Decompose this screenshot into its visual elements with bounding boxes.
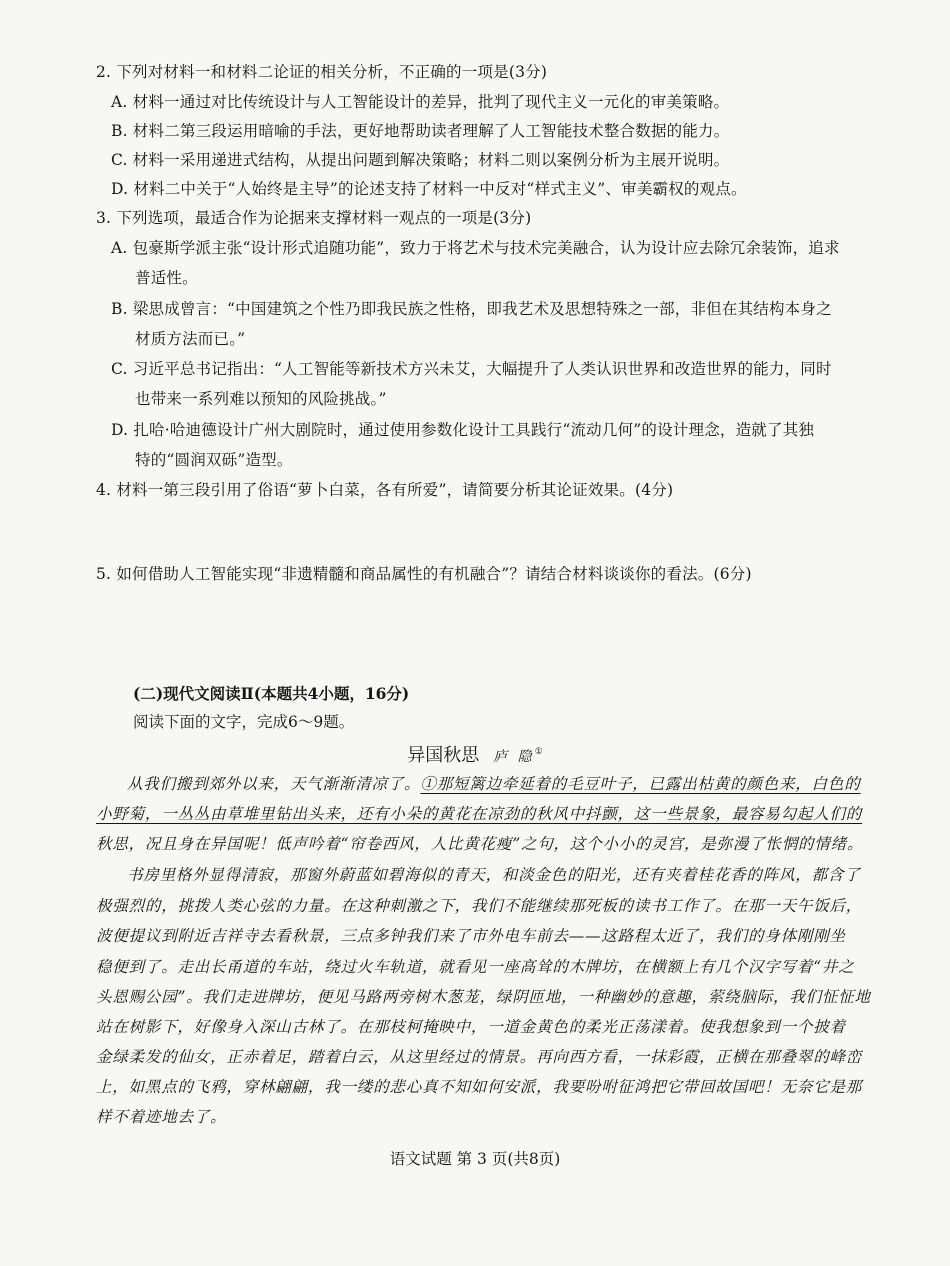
passage-line: 样不着迹地去了。 — [96, 1108, 227, 1126]
question-2-stem: 2. 下列对材料一和材料二论证的相关分析，不正确的一项是(3分) — [96, 63, 548, 81]
question-3-option-d-cont: 特的“圆润双砾”造型。 — [135, 451, 293, 469]
section-instruction: 阅读下面的文字，完成6～9题。 — [133, 713, 355, 731]
question-3-option-a-cont: 普适性。 — [135, 269, 198, 287]
passage-line — [96, 802, 862, 824]
question-4: 4. 材料一第三段引用了俗语“萝卜白菜，各有所爱”，请简要分析其论证效果。(4分) — [96, 481, 674, 499]
page-footer: 语文试题 第 3 页(共8页) — [389, 1150, 561, 1168]
question-3-option-b: B. 梁思成曾言：“中国建筑之个性乃即我民族之性格，即我艺术及思想特殊之一部，非但在其结构本身之 — [111, 300, 832, 318]
passage-line: 从我们搬到郊外以来，天气渐渐清凉了。①那短篱边牵延着的毛豆叶子，已露出枯黄的颜色来，白色的 — [127, 775, 861, 793]
passage-line: 稳便到了。走出长甬道的车站，绕过火车轨道，就看见一座高耸的木牌坊，在横额上有几个汉字写着“井之 — [96, 958, 855, 976]
question-3-option-c: C. 习近平总书记指出：“人工智能等新技术方兴未艾，大幅提升了人类认识世界和改造世界的能力，同时 — [111, 360, 832, 378]
passage-line: 极强烈的，挑拨人类心弦的力量。在这种刺激之下，我们不能继续那死板的读书工作了。在那一天午饭后， — [96, 897, 863, 915]
question-2-option-c: C. 材料一采用递进式结构，从提出问题到解决策略；材料二则以案例分析为主展开说明。 — [111, 151, 730, 169]
question-3-option-d: D. 扎哈·哈迪德设计广州大剧院时，通过使用参数化设计工具践行“流动几何”的设计理念，造就了其独 — [111, 421, 815, 439]
passage-title — [0, 741, 950, 767]
passage-line: 头恩赐公园”。我们走进牌坊，便见马路两旁树木葱茏，绿阴匝地，一种幽妙的意趣，萦绕脑际，我们怔怔地 — [96, 988, 871, 1006]
passage-title-text: 异国秋思 — [407, 745, 480, 766]
passage-line: 上，如黑点的飞鸦，穿林翩翩，我一缕的悲心真不知如何安派，我要吩咐征鸿把它带回故国吧！无奈它是那 — [96, 1078, 863, 1096]
passage-line: 站在树影下，好像身入深山古林了。在那枝柯掩映中，一道金黄色的柔光正荡漾着。使我想象到一个披着 — [96, 1018, 846, 1036]
question-3-stem: 3. 下列选项，最适合作为论据来支撑材料一观点的一项是(3分) — [96, 209, 532, 227]
question-3-option-b-cont: 材质方法而已。” — [135, 330, 246, 348]
question-3-option-a: A. 包豪斯学派主张“设计形式追随功能”，致力于将艺术与技术完美融合，认为设计应去除冗余装饰，追求 — [111, 239, 840, 257]
passage-line: 书房里格外显得清寂，那窗外蔚蓝如碧海似的青天，和淡金色的阳光，还有夹着桂花香的阵风，都含了 — [127, 866, 861, 884]
question-2-option-d: D. 材料二中关于“人始终是主导”的论述支持了材料一中反对“样式主义”、审美霸权的观点。 — [111, 180, 747, 198]
question-3-option-c-cont: 也带来一系列难以预知的风险挑战。” — [135, 390, 387, 408]
question-5: 5. 如何借助人工智能实现“非遗精髓和商品属性的有机融合”？请结合材料谈谈你的看法。(6分) — [96, 565, 752, 583]
question-2-option-b: B. 材料二第三段运用暗喻的手法，更好地帮助读者理解了人工智能技术整合数据的能力。 — [111, 122, 730, 140]
footnote-marker: ① — [534, 747, 543, 757]
underlined-sentence: ①那短篱边牵延着的毛豆叶子，已露出枯黄的颜色来，白色的 — [420, 775, 861, 793]
passage-line: 秋思，况且身在异国呢！低声吟着“帘卷西风，人比黄花瘦”之句，这个小小的灵宫，是弥漫了怅惘的情绪。 — [96, 835, 864, 853]
underlined-sentence: 小野菊，一丛丛由草堆里钻出头来，还有小朵的黄花在凉劲的秋风中抖颤，这一些景象，最容易勾起人们的 — [96, 805, 863, 823]
section-heading: (二)现代文阅读Ⅱ(本题共4小题，16分) — [133, 684, 410, 703]
passage-line: 波便提议到附近吉祥寺去看秋景，三点多钟我们来了市外电车前去——这路程太近了，我们的身体刚刚坐 — [96, 927, 846, 945]
passage-author: 庐 隐 — [493, 749, 535, 765]
passage-line: 金绿柔发的仙女，正赤着足，踏着白云，从这里经过的情景。再向西方看，一抹彩霞，正横在那叠翠的峰峦 — [96, 1048, 863, 1066]
question-2-option-a: A. 材料一通过对比传统设计与人工智能设计的差异，批判了现代主义一元化的审美策略。 — [111, 93, 730, 111]
